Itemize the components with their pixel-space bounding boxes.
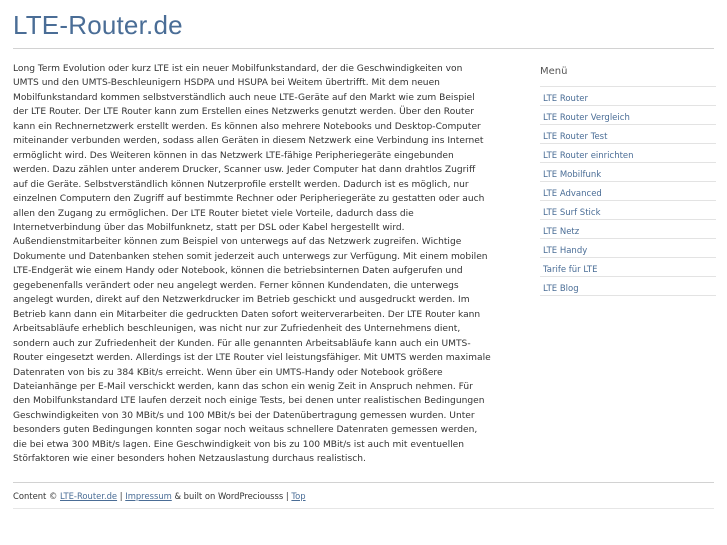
bottom-divider (13, 508, 714, 509)
menu-item (540, 144, 716, 163)
menu-item (540, 182, 716, 201)
menu-link-lte-netz[interactable]: LTE Netz (543, 227, 580, 237)
menu-link-lte-router-vergleich[interactable]: LTE Router Vergleich (543, 113, 630, 123)
site-title-link[interactable]: LTE-Router.de (13, 10, 183, 40)
footer (13, 490, 306, 502)
menu-link-lte-blog[interactable]: LTE Blog (543, 284, 579, 294)
menu-item (540, 239, 716, 258)
menu-link-tarife-fuer-lte[interactable]: Tarife für LTE (543, 265, 598, 275)
menu-link-lte-router-test[interactable]: LTE Router Test (543, 132, 608, 142)
menu-item (540, 220, 716, 239)
menu-link-lte-router-einrichten[interactable]: LTE Router einrichten (543, 151, 634, 161)
menu-link-lte-advanced[interactable]: LTE Advanced (543, 189, 602, 199)
menu-item (540, 106, 716, 125)
footer-separator: | (117, 491, 126, 501)
header-divider (13, 48, 714, 49)
menu-title: Menü (540, 66, 568, 77)
menu-item (540, 201, 716, 220)
sidebar (540, 64, 716, 296)
menu-item (540, 163, 716, 182)
menu-item (540, 86, 716, 106)
menu-link-lte-surf-stick[interactable]: LTE Surf Stick (543, 208, 601, 218)
menu-item (540, 125, 716, 144)
menu-item (540, 277, 716, 296)
menu-link-lte-router[interactable]: LTE Router (543, 94, 588, 104)
menu-link-lte-mobilfunk[interactable]: LTE Mobilfunk (543, 170, 602, 180)
menu-link-lte-handy[interactable]: LTE Handy (543, 246, 588, 256)
footer-impressum-link[interactable]: Impressum (125, 491, 172, 501)
footer-built-on: & built on WordPreciousss | (171, 491, 292, 501)
footer-copyright: Content © (13, 491, 61, 501)
footer-site-link[interactable]: LTE-Router.de (60, 491, 118, 501)
article-text: Long Term Evolution oder kurz LTE ist ein neuer Mobilfunkstandard, der die Geschwindigkeiten von UMTS und den UMTS-Beschleunigern HSDPA und HSUPA bei Weitem übertrifft. Mit dem neuen Mobilfunkstandard kommen selbstverständlich auch neue LTE-Geräte auf den Markt wie zum Beispiel der LTE Router. Der LTE Router kann zum Erstellen eines Netzwerks genutzt werden. Über den Router kann ein Rechnernetzwerk erstellt werden. Es können also mehrere Notebooks und Desktop-Computer miteinander verbunden werden, sodass allen Geräten in diesem Netzwerk eine Verbindung ins Internet ermöglicht wird. Des Weiteren können in das Netzwerk LTE-fähige Peripheriegeräte eingebunden werden. Dazu zählen unter anderem Drucker, Scanner usw. Jeder Computer hat dann drahtlos Zugriff auf die Geräte. Selbstverständlich können Nutzerprofile erstellt werden. Dadurch ist es möglich, nur einzelnen Computern den Zugriff auf bestimmte Rechner oder Peripheriegeräte zu gestatten oder auch allen den Zugang zu ermöglichen. Der LTE Router bietet viele Vorteile, dadurch dass die Internetverbindung über das Mobilfunknetz, statt per DSL oder Kabel hergestellt wird. Außendienstmitarbeiter können zum Beispiel von unterwegs auf das Netzwerk zugreifen. Wichtige Dokumente und Datenbanken stehen somit jederzeit auch unterwegs zur Verfügung. Mit einem mobilen LTE-Endgerät wie einem Handy oder Notebook, können die betriebsinternen Daten aufgerufen und gegebenenfalls verändert oder neu angelegt werden. Ferner können Kundendaten, die unterwegs angelegt wurden, direkt auf den Netzwerkdrucker im Betrieb geschickt und ausgedruckt werden. Im Betrieb kann dann ein Mitarbeiter die gedruckten Daten sofort weiterverarbeiten. Der LTE Router kann Arbeitsabläufe erheblich beschleunigen, was nicht nur zur Zufriedenheit des Unternehmens dient, sondern auch zur Zufriedenheit der Kunden. Für alle genannten Arbeitsabläufe kann auch ein UMTS-Router eingesetzt werden. Allerdings ist der LTE Router viel leistungsfähiger. Mit UMTS werden maximale Datenraten von bis zu 384 KBit/s erreicht. Wenn über ein UMTS-Handy oder Notebook größere Dateianhänge per E-Mail verschickt werden, kann das schon ein wenig Zeit in Anspruch nehmen. Für den Mobilfunkstandard LTE laufen derzeit noch einige Tests, bei denen unter realistischen Bedingungen Geschwindigkeiten von 30 MBit/s und 100 MBit/s bei der Datenübertragung gemessen wurden. Unter besonders guten Bedingungen konnten sogar noch weitaus schnellere Datenraten gemessen werden, die bei etwa 300 MBit/s lagen. Eine Geschwindigkeit von bis zu 100 MBit/s ist auch mit eventuellen Störfaktoren wie einer besonders hohen Netzauslastung durchaus realistisch. (13, 64, 491, 465)
menu-list (540, 86, 716, 296)
footer-top-link[interactable]: Top (291, 491, 306, 501)
menu-item (540, 258, 716, 277)
footer-divider (13, 482, 714, 483)
